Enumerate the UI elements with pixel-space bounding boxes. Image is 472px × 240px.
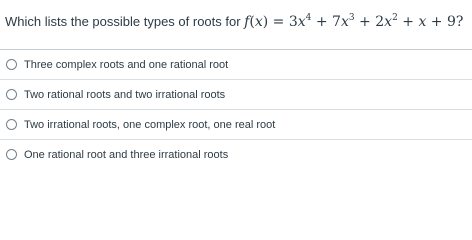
answer-option-4[interactable] [0, 140, 472, 169]
answer-option-3[interactable] [0, 110, 472, 140]
term-3-exponent: 2 [392, 13, 398, 23]
answer-label: Three complex roots and one rational root [24, 58, 229, 71]
term-2-exponent: 3 [348, 13, 355, 23]
expression-tail: + x + 9? [402, 14, 464, 30]
radio-button[interactable] [6, 149, 17, 160]
radio-button[interactable] [6, 89, 17, 100]
term-1: 3x [288, 14, 306, 30]
question-prefix: Which lists the possible types of roots for [5, 14, 245, 29]
function-expression [244, 14, 463, 30]
radio-button[interactable] [6, 59, 17, 70]
answer-option-1[interactable] [0, 50, 472, 80]
term-2: + 7x [315, 14, 349, 30]
answer-list [0, 50, 472, 169]
function-lhs: f(x) = [244, 14, 285, 30]
answer-label: Two rational roots and two irrational roots [24, 88, 226, 101]
question-text [5, 10, 463, 34]
answer-option-2[interactable] [0, 80, 472, 110]
answer-label: One rational root and three irrational roots [24, 148, 229, 161]
answer-label: Two irrational roots, one complex root, one real root [24, 118, 276, 131]
radio-button[interactable] [6, 119, 17, 130]
term-1-exponent: 4 [305, 13, 312, 23]
term-3: + 2x [359, 14, 393, 30]
